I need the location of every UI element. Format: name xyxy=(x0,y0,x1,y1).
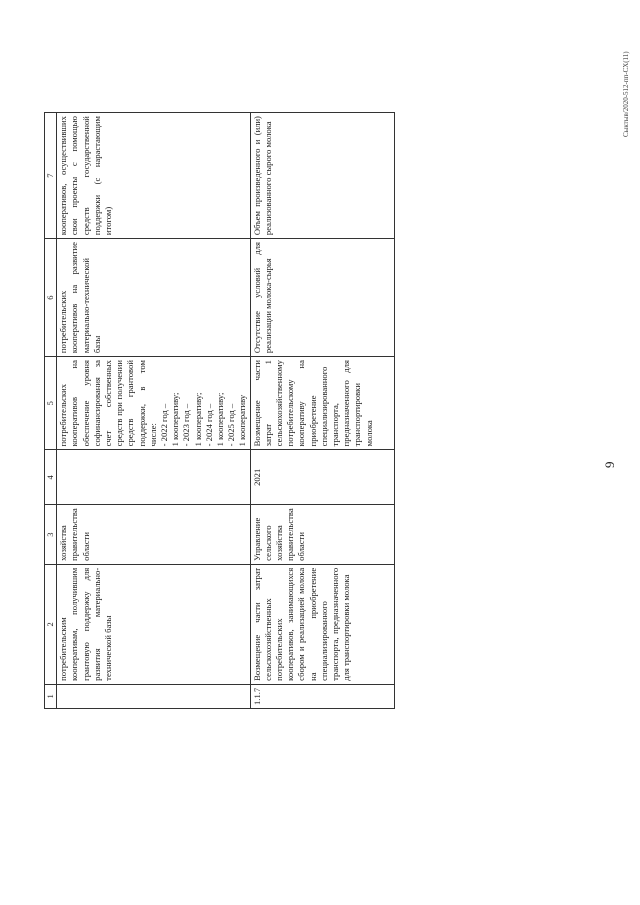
indicator-cell: кооперативов, осуществивших свои проекты с помощью средств государственной поддержки (с нарастающим итогом) xyxy=(57,113,250,239)
consequences-cell: потребительских кооперативов на развитие материально-технической базы xyxy=(57,239,250,357)
expected-result-cell: потребительских кооперативов на обеспечение уровня софинансирования за счет собственных средств при получении средств грантовой поддержки, в том числе: - 2022 год – 1 кооперативу; - 2023 год – 1 кооперативу; - 2024 год – 1 кооперативу; - 2025 год – 1 кооперативу xyxy=(57,357,250,450)
expected-result-cell: Возмещение части затрат 1 сельскохозяйственному потребительскому кооперативу на приобретение специализированного транспорта, предназначенного для транспортировки молока xyxy=(250,357,394,450)
event-cell: потребительским кооперативам, получившим грантовую поддержку для развития материально-технической базы xyxy=(57,564,250,684)
consequences-cell: Отсутствие условий для реализации молока-сырья xyxy=(250,239,394,357)
header-cell: 5 xyxy=(45,357,57,450)
header-cell: 2 xyxy=(45,564,57,684)
row-number-cell xyxy=(57,684,250,708)
event-cell: Возмещение части затрат сельскохозяйственных потребительских кооперативов, занимающихся сбором и реализацией молока на приобретение специализированного транспорта, предназначенного для транспортировки молока xyxy=(250,564,394,684)
executor-cell: Управление сельского хозяйства правительства области xyxy=(250,505,394,564)
header-cell: 1 xyxy=(45,684,57,708)
page-number: 9 xyxy=(602,461,617,468)
header-cell: 7 xyxy=(45,113,57,239)
header-cell: 4 xyxy=(45,450,57,505)
header-cell: 6 xyxy=(45,239,57,357)
year-cell: 2021 xyxy=(250,450,394,505)
indicator-cell: Объем произведенного и (или) реализованного сырого молока xyxy=(250,113,394,239)
table-row xyxy=(250,113,394,709)
table-header-row xyxy=(45,113,57,709)
measures-table xyxy=(44,112,395,709)
row-number-cell: 1.1.7 xyxy=(250,684,394,708)
document-code: Сыктыв/2020-512-пп-СХ(11) xyxy=(622,51,630,137)
table-row xyxy=(57,113,250,709)
executor-cell: хозяйства правительства области xyxy=(57,505,250,564)
header-cell: 3 xyxy=(45,505,57,564)
year-cell xyxy=(57,450,250,505)
